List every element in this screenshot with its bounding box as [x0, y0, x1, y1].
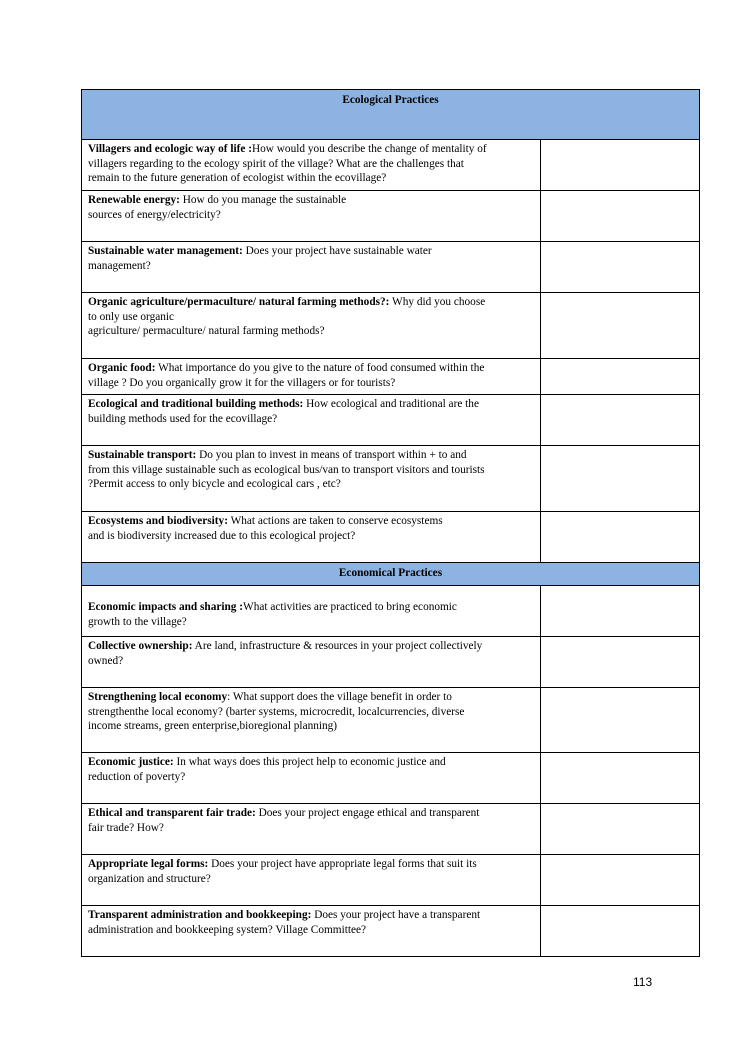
question-title: Economic impacts and sharing :	[88, 601, 244, 613]
question-cell	[82, 293, 541, 359]
question-text: : What support does the village benefit in order to	[227, 691, 452, 703]
question-text: How do you manage the sustainable	[179, 194, 347, 206]
question-text: fair trade? How?	[88, 821, 164, 834]
question-row	[82, 586, 700, 637]
question-cell	[82, 191, 541, 242]
question-title: Economic justice:	[88, 756, 174, 768]
question-text: Why did you choose	[389, 296, 486, 308]
question-cell	[82, 359, 541, 395]
question-title: Appropriate legal forms:	[88, 858, 209, 870]
question-text: remain to the future generation of ecologist within the ecovillage?	[88, 172, 387, 185]
question-text: What actions are taken to conserve ecosystems	[227, 515, 443, 527]
question-text: administration and bookkeeping system? Village Committee?	[88, 923, 367, 936]
question-text: village ? Do you organically grow it for the villagers or for tourists?	[88, 376, 396, 389]
question-title: Ethical and transparent fair trade:	[88, 807, 256, 819]
answer-cell[interactable]	[541, 242, 700, 293]
question-row	[82, 191, 700, 242]
question-cell	[82, 753, 541, 804]
answer-cell[interactable]	[541, 140, 700, 191]
answer-cell[interactable]	[541, 446, 700, 512]
answer-cell[interactable]	[541, 395, 700, 446]
question-text: organization and structure?	[88, 872, 211, 885]
answer-cell[interactable]	[541, 688, 700, 753]
question-title: Sustainable water management:	[88, 245, 243, 257]
answer-cell[interactable]	[541, 753, 700, 804]
question-text: income streams, green enterprise,bioregional planning)	[88, 720, 338, 733]
question-title: Ecosystems and biodiversity:	[88, 515, 228, 527]
question-row	[82, 359, 700, 395]
question-title: Collective ownership:	[88, 640, 193, 652]
question-text: growth to the village?	[88, 615, 187, 628]
question-text: agriculture/ permaculture/ natural farming methods?	[88, 325, 325, 338]
question-text: building methods used for the ecovillage?	[88, 412, 278, 425]
question-text: What activities are practiced to bring economic	[243, 601, 457, 613]
question-text: Does your project have a transparent	[311, 909, 481, 921]
question-text: owned?	[88, 654, 124, 667]
question-row	[82, 140, 700, 191]
question-text: to only use organic	[88, 310, 175, 323]
question-text: ?Permit access to only bicycle and ecological cars , etc?	[88, 478, 341, 491]
question-cell	[82, 586, 541, 637]
question-text: In what ways does this project help to economic justice and	[173, 756, 446, 768]
question-title: Ecological and traditional building methods:	[88, 398, 304, 410]
answer-cell[interactable]	[541, 637, 700, 688]
question-text: Does your project have appropriate legal forms that suit its	[208, 858, 477, 870]
question-row	[82, 293, 700, 359]
answer-cell[interactable]	[541, 855, 700, 906]
question-title: Transparent administration and bookkeeping:	[88, 909, 312, 921]
question-text: Does your project have sustainable water	[242, 245, 432, 257]
question-text: management?	[88, 259, 151, 272]
question-cell	[82, 140, 541, 191]
question-text: villagers regarding to the ecology spirit of the village? What are the challenges that	[88, 157, 464, 170]
question-text: Do you plan to invest in means of transport within + to and	[196, 449, 467, 461]
question-cell	[82, 446, 541, 512]
question-cell	[82, 637, 541, 688]
section-title: Ecological Practices	[82, 90, 700, 140]
section-title: Economical Practices	[82, 563, 700, 586]
question-title: Organic food:	[88, 362, 156, 374]
question-row	[82, 855, 700, 906]
question-cell	[82, 395, 541, 446]
question-title: Sustainable transport:	[88, 449, 197, 461]
questionnaire-table	[81, 89, 700, 957]
answer-cell[interactable]	[541, 359, 700, 395]
question-text: from this village sustainable such as ecological bus/van to transport visitors and tourists	[88, 463, 485, 476]
question-row	[82, 512, 700, 563]
questionnaire-body	[82, 90, 700, 957]
section-header-row	[82, 563, 700, 586]
question-text: reduction of poverty?	[88, 770, 186, 783]
question-row	[82, 446, 700, 512]
question-row	[82, 637, 700, 688]
question-row	[82, 395, 700, 446]
question-text: How would you describe the change of mentality of	[251, 143, 487, 155]
question-title: Renewable energy:	[88, 194, 180, 206]
question-row	[82, 906, 700, 957]
answer-cell[interactable]	[541, 586, 700, 637]
answer-cell[interactable]	[541, 906, 700, 957]
question-cell	[82, 804, 541, 855]
question-text: What importance do you give to the nature of food consumed within the	[155, 362, 485, 374]
section-header-row	[82, 90, 700, 140]
answer-cell[interactable]	[541, 804, 700, 855]
question-title: Organic agriculture/permaculture/ natural farming methods?:	[88, 296, 390, 308]
question-text: Are land, infrastructure & resources in your project collectively	[192, 640, 483, 652]
question-title: Villagers and ecologic way of life :	[88, 143, 252, 155]
question-row	[82, 688, 700, 753]
question-cell	[82, 512, 541, 563]
question-cell	[82, 242, 541, 293]
question-cell	[82, 906, 541, 957]
answer-cell[interactable]	[541, 512, 700, 563]
question-text: sources of energy/electricity?	[88, 208, 221, 221]
question-row	[82, 804, 700, 855]
question-row	[82, 242, 700, 293]
question-text: How ecological and traditional are the	[303, 398, 479, 410]
question-text: Does your project engage ethical and transparent	[255, 807, 480, 819]
question-cell	[82, 688, 541, 753]
page-number: 113	[633, 975, 653, 989]
question-text: and is biodiversity increased due to this ecological project?	[88, 529, 356, 542]
question-row	[82, 753, 700, 804]
question-text: strengthenthe local economy? (barter systems, microcredit, localcurrencies, diverse	[88, 705, 465, 718]
answer-cell[interactable]	[541, 293, 700, 359]
question-cell	[82, 855, 541, 906]
answer-cell[interactable]	[541, 191, 700, 242]
question-title: Strengthening local economy	[88, 691, 228, 703]
